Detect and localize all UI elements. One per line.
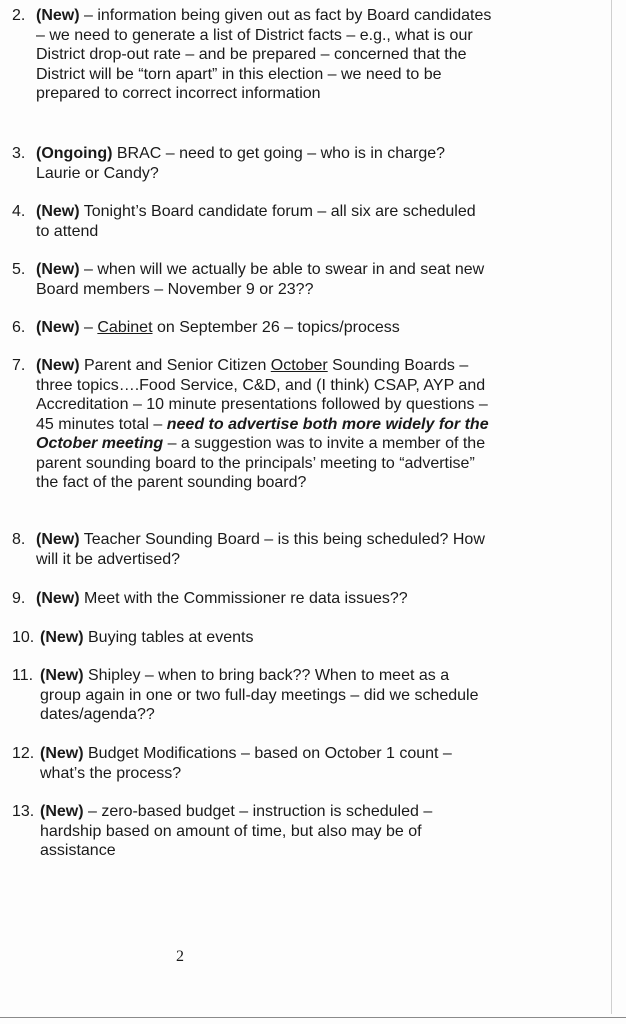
item-text: (New) Tonight’s Board candidate forum – all six are scheduled to attend bbox=[36, 203, 476, 240]
item-tag: (New) bbox=[36, 590, 80, 607]
item-number: 8. bbox=[12, 531, 26, 548]
item-tag: (New) bbox=[40, 803, 84, 820]
item-text: (New) Shipley – when to bring back?? When to meet as a group again in one or two full-day meetings – did we schedule dates/agenda?? bbox=[40, 667, 479, 723]
item-number: 5. bbox=[12, 261, 26, 278]
item-text: (New) – zero-based budget – instruction is scheduled – hardship based on amount of time, but also may be of assistance bbox=[40, 803, 433, 859]
list-item bbox=[12, 744, 492, 783]
item-number: 12. bbox=[12, 745, 35, 762]
item-tag: (New) bbox=[40, 629, 84, 646]
item-number: 6. bbox=[12, 319, 26, 336]
item-number: 7. bbox=[12, 357, 26, 374]
list-item bbox=[12, 318, 492, 338]
underlined-text: October bbox=[270, 357, 328, 374]
item-tag: (New) bbox=[36, 203, 80, 220]
item-tag: (New) bbox=[40, 667, 84, 684]
scan-edge-right bbox=[611, 0, 612, 1014]
item-number: 9. bbox=[12, 590, 26, 607]
item-tag: (Ongoing) bbox=[36, 145, 113, 162]
list-item bbox=[12, 666, 492, 725]
list-item bbox=[12, 802, 492, 861]
item-text: (New) Parent and Senior Citizen October Sounding Boards – three topics….Food Service, C&D, and (I think) CSAP, AYP and Accreditation – 10 minute presentations followed by questions – 45 minutes total – need to advertise both more widely for the October meeting – a suggestion was to invite a member of the parent sounding board to the principals’ meeting to “advertise” the fact of the parent sounding board? bbox=[36, 357, 489, 491]
list-item bbox=[12, 530, 492, 569]
scan-edge-bottom bbox=[0, 1017, 626, 1018]
item-number: 10. bbox=[12, 629, 35, 646]
item-text: (New) Buying tables at events bbox=[40, 629, 254, 646]
item-tag: (New) bbox=[36, 261, 80, 278]
list-item bbox=[12, 6, 492, 104]
item-number: 11. bbox=[12, 667, 34, 684]
emphasized-text: need to advertise both more widely for the October meeting bbox=[36, 415, 489, 452]
list-item bbox=[12, 589, 492, 609]
item-tag: (New) bbox=[36, 531, 80, 548]
item-number: 2. bbox=[12, 7, 26, 24]
underlined-text: Cabinet bbox=[97, 319, 153, 336]
item-text: (New) Budget Modifications – based on October 1 count – what’s the process? bbox=[40, 745, 452, 782]
list-item bbox=[12, 202, 492, 241]
item-tag: (New) bbox=[36, 357, 80, 374]
item-tag: (New) bbox=[36, 319, 80, 336]
item-number: 13. bbox=[12, 803, 35, 820]
page-number: 2 bbox=[176, 948, 184, 965]
item-text: (New) – when will we actually be able to swear in and seat new Board members – November 9 or 23?? bbox=[36, 261, 485, 298]
item-text: (Ongoing) BRAC – need to get going – who is in charge? Laurie or Candy? bbox=[36, 145, 446, 182]
item-tag: (New) bbox=[36, 7, 80, 24]
item-text: (New) Meet with the Commissioner re data issues?? bbox=[36, 590, 408, 607]
item-number: 4. bbox=[12, 203, 26, 220]
item-number: 3. bbox=[12, 145, 26, 162]
item-text: (New) – information being given out as fact by Board candidates – we need to generate a list of District facts – e.g., what is our District drop-out rate – and be prepared – concerned that the District will be “torn apart” in this election – we need to be prepared to correct incorrect information bbox=[36, 7, 492, 102]
item-text: (New) – Cabinet on September 26 – topics/process bbox=[36, 319, 400, 336]
list-item bbox=[12, 144, 492, 183]
item-tag: (New) bbox=[40, 745, 84, 762]
item-text: (New) Teacher Sounding Board – is this being scheduled? How will it be advertised? bbox=[36, 531, 485, 568]
list-item bbox=[12, 260, 492, 299]
list-item bbox=[12, 356, 492, 493]
list-item bbox=[12, 628, 492, 648]
